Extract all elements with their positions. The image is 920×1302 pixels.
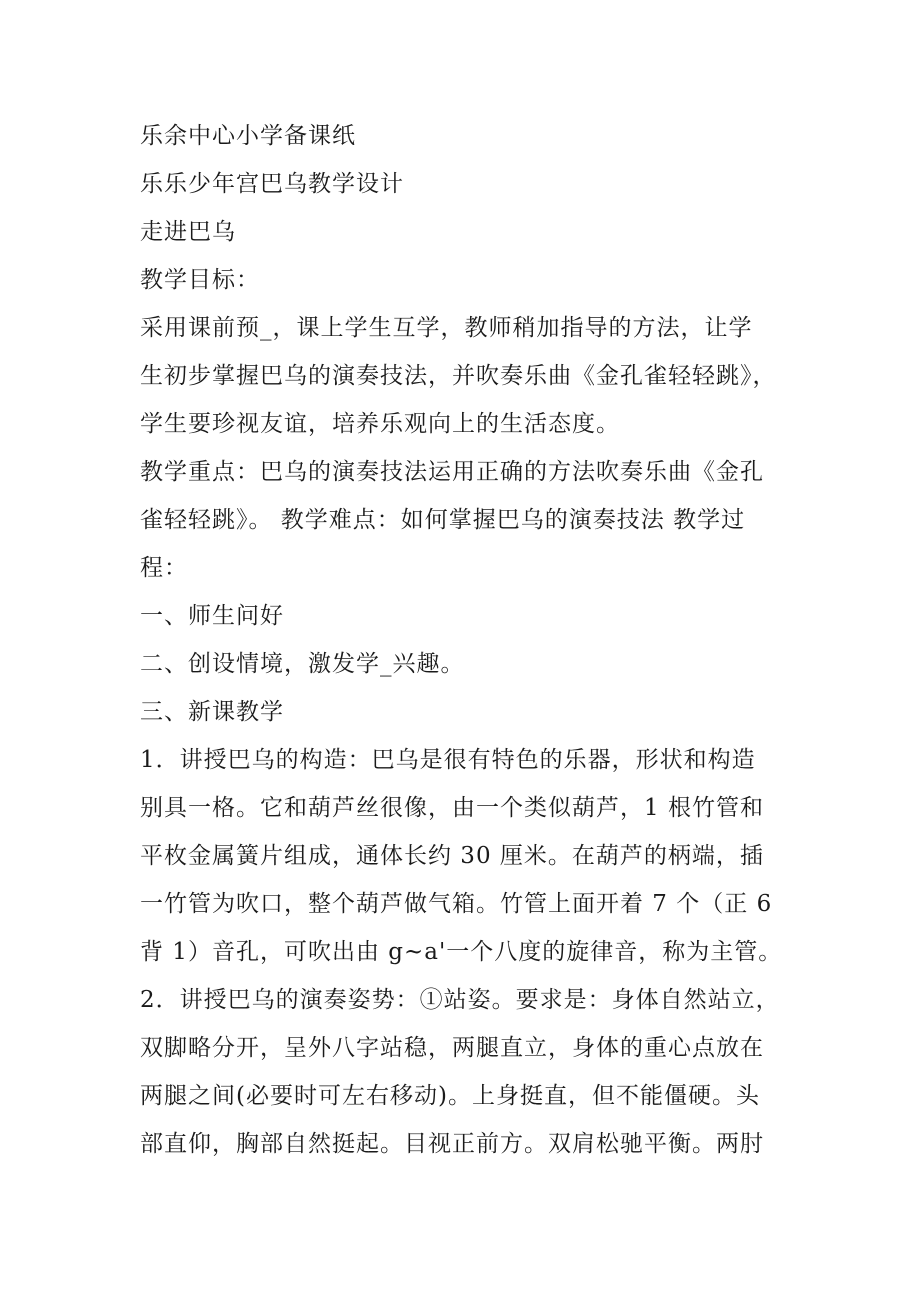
document-body: [140, 112, 800, 1168]
text-line: 平枚金属簧片组成，通体长约 30 厘米。在葫芦的柄端，插: [140, 843, 764, 869]
text-line: 2．讲授巴乌的演奏姿势：①站姿。要求是：身体自然站立，: [140, 987, 780, 1013]
section-item-new-lesson: 三、新课教学: [140, 699, 284, 725]
text-line: 教学重点：巴乌的演奏技法运用正确的方法吹奏乐曲《金孔: [140, 459, 764, 485]
document-title: 乐乐少年宫巴乌教学设计: [140, 171, 404, 197]
text-line: 雀轻轻跳》。 教学难点：如何掌握巴乌的演奏技法 教学过: [140, 507, 746, 533]
text-line: 学生要珍视友谊，培养乐观向上的生活态度。: [140, 411, 620, 437]
header-school-name: 乐余中心小学备课纸: [140, 123, 356, 149]
text-line: 别具一格。它和葫芦丝很像，由一个类似葫芦，1 根竹管和: [140, 795, 764, 821]
lesson-title: 走进巴乌: [140, 219, 236, 245]
text-line: 部直仰，胸部自然挺起。目视正前方。双肩松驰平衡。两肘: [140, 1131, 764, 1157]
section-heading-objectives: 教学目标：: [140, 267, 260, 293]
text-line: 一竹管为吹口，整个葫芦做气箱。竹管上面开着 7 个（正 6: [140, 891, 773, 917]
section-item-greeting: 一、师生问好: [140, 603, 284, 629]
text-line: 采用课前预_，课上学生互学，教师稍加指导的方法，让学: [140, 315, 753, 341]
text-line: 两腿之间(必要时可左右移动)。上身挺直，但不能僵硬。头: [140, 1083, 760, 1109]
text-line: 双脚略分开，呈外八字站稳，两腿直立，身体的重心点放在: [140, 1035, 764, 1061]
text-line: 生初步掌握巴乌的演奏技法，并吹奏乐曲《金孔雀轻轻跳》，: [140, 363, 777, 389]
text-line: 程：: [140, 555, 188, 581]
text-line: 1．讲授巴乌的构造：巴乌是很有特色的乐器，形状和构造: [140, 747, 756, 773]
section-item-situation: 二、创设情境，激发学_兴趣。: [140, 651, 465, 677]
text-line: 背 1）音孔，可吹出由 g~a'一个八度的旋律音，称为主管。: [140, 939, 783, 965]
